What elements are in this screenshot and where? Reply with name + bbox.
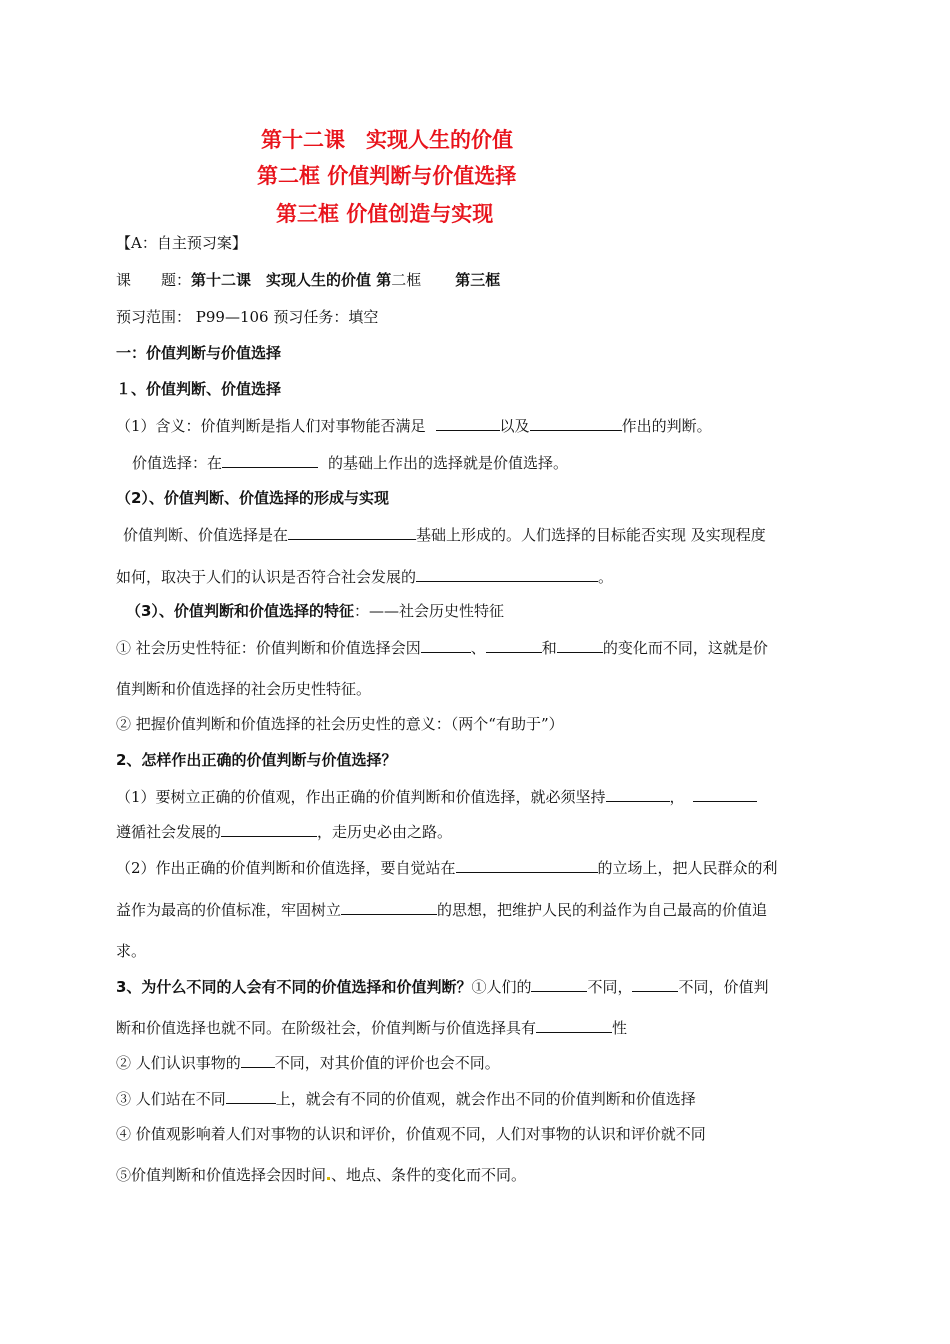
text: 的变化而不同，这就是价 — [602, 639, 768, 657]
stance-line — [116, 1088, 696, 1109]
topic-bold: 第十二课 实现人生的价值 第 — [191, 271, 392, 289]
text: 遵循社会发展的 — [116, 823, 222, 841]
fill-blank[interactable] — [436, 415, 500, 431]
fill-blank[interactable] — [530, 415, 622, 431]
heading-part-one: 一：价值判断与价值选择 — [116, 344, 282, 362]
topic-line — [116, 270, 500, 290]
text: 价值判断、价值选择是在 — [123, 526, 289, 544]
fill-blank[interactable] — [421, 637, 471, 653]
fill-blank[interactable] — [531, 976, 587, 992]
class-society-line — [116, 1017, 627, 1038]
text: 、 — [470, 639, 486, 657]
fill-blank[interactable] — [632, 976, 678, 992]
topic-tail: 第三框 — [455, 271, 501, 289]
text: ：——社会历史性特征 — [353, 602, 504, 620]
text: ① 社会历史性特征：价值判断和价值选择会因 — [116, 639, 421, 657]
text: 断和价值选择也就不同。在阶级社会，价值判断与价值选择具有 — [116, 1019, 537, 1037]
people-stance-line-2 — [116, 899, 767, 920]
text: ② 人们认识事物的 — [116, 1054, 241, 1072]
text: ③ 人们站在不同 — [116, 1090, 226, 1108]
text: 。 — [598, 568, 614, 586]
text: 作出的判断。 — [621, 417, 712, 435]
text: 上，就会有不同的价值观，就会作出不同的价值判断和价值选择 — [275, 1090, 696, 1108]
part-three-line — [116, 976, 769, 997]
people-stance-line-3: 求。 — [116, 942, 147, 960]
text: ，走历史必由之路。 — [317, 823, 453, 841]
text: 益作为最高的价值标准，牢固树立 — [116, 901, 342, 919]
topic-label: 课 题： — [116, 271, 192, 289]
heading-part-three: 3、为什么不同的人会有不同的价值选择和价值判断？ — [116, 978, 472, 996]
text: 的立场上，把人民群众的利 — [597, 859, 778, 877]
time-place-line — [116, 1165, 526, 1185]
fill-blank[interactable] — [288, 524, 416, 540]
fill-blank[interactable] — [222, 452, 318, 468]
text: 的基础上作出的选择就是价值选择。 — [328, 454, 569, 472]
fill-blank[interactable] — [557, 637, 603, 653]
fill-blank[interactable] — [341, 899, 437, 915]
text: 和 — [541, 639, 557, 657]
text: （3）、价值判断和价值选择的特征 — [126, 602, 354, 620]
heading-part-two: 2、怎样作出正确的价值判断与价值选择？ — [116, 751, 397, 769]
correct-judgment-line-2 — [116, 821, 452, 842]
text: ⑤价值判断和价值选择会因时间 — [116, 1166, 327, 1184]
formation-line — [123, 524, 766, 545]
definition-line — [116, 415, 712, 436]
text: 性 — [612, 1019, 628, 1037]
subheading-3 — [126, 601, 504, 621]
value-choice-line — [132, 452, 568, 473]
text: （1）要树立正确的价值观，作出正确的价值判断和价值选择，就必须坚持 — [116, 788, 606, 806]
formation-line-2 — [116, 566, 613, 587]
fill-blank[interactable] — [226, 1088, 276, 1104]
fill-blank[interactable] — [416, 566, 598, 582]
text: （1）含义：价值判断是指人们对事物能否满足 — [116, 417, 426, 435]
trait-line-2: 值判断和价值选择的社会历史性特征。 — [116, 680, 372, 698]
fill-blank[interactable] — [456, 857, 598, 873]
text: （2）作出正确的价值判断和价值选择，要自觉站在 — [116, 859, 456, 877]
fill-blank[interactable] — [693, 786, 757, 802]
text: 以及 — [499, 417, 530, 435]
text: 价值选择：在 — [132, 454, 223, 472]
fill-blank[interactable] — [241, 1052, 275, 1068]
correct-judgment-line — [116, 786, 757, 807]
text: 不同，价值判 — [678, 978, 769, 996]
preview-range: 预习范围： P99—106 预习任务：填空 — [116, 308, 379, 326]
preview-tag: 【A：自主预习案】 — [116, 234, 247, 252]
fill-blank[interactable] — [536, 1017, 612, 1033]
text: 不同， — [587, 978, 633, 996]
topic-normal: 二框 — [391, 271, 422, 289]
values-line: ④ 价值观影响着人们对事物的认识和评价，价值观不同，人们对事物的认识和评价就不同 — [116, 1125, 706, 1143]
people-stance-line — [116, 857, 778, 878]
subheading-2: （2）、价值判断、价值选择的形成与实现 — [116, 489, 389, 507]
highlight-mark — [327, 1177, 330, 1180]
text: 基础上形成的。人们选择的目标能否实现 及实现程度 — [416, 526, 766, 544]
lesson-title: 第十二课 实现人生的价值 — [261, 128, 513, 152]
text: 如何，取决于人们的认识是否符合社会发展的 — [116, 568, 417, 586]
trait-line — [116, 637, 768, 658]
cognition-line — [116, 1052, 500, 1073]
text: ， — [669, 788, 685, 806]
significance-line: ② 把握价值判断和价值选择的社会历史性的意义：（两个“有助于”） — [116, 715, 564, 733]
text: 、地点、条件的变化而不同。 — [331, 1166, 527, 1184]
text: ①人们的 — [471, 978, 532, 996]
fill-blank[interactable] — [486, 637, 542, 653]
text: 的思想，把维护人民的利益作为自己最高的价值追 — [437, 901, 768, 919]
subheading-1: １、价值判断、价值选择 — [116, 380, 282, 398]
section-title-3: 第三框 价值创造与实现 — [276, 202, 494, 226]
fill-blank[interactable] — [606, 786, 670, 802]
text: 不同，对其价值的评价也会不同。 — [274, 1054, 500, 1072]
fill-blank[interactable] — [221, 821, 317, 837]
section-title-2: 第二框 价值判断与价值选择 — [257, 164, 517, 188]
